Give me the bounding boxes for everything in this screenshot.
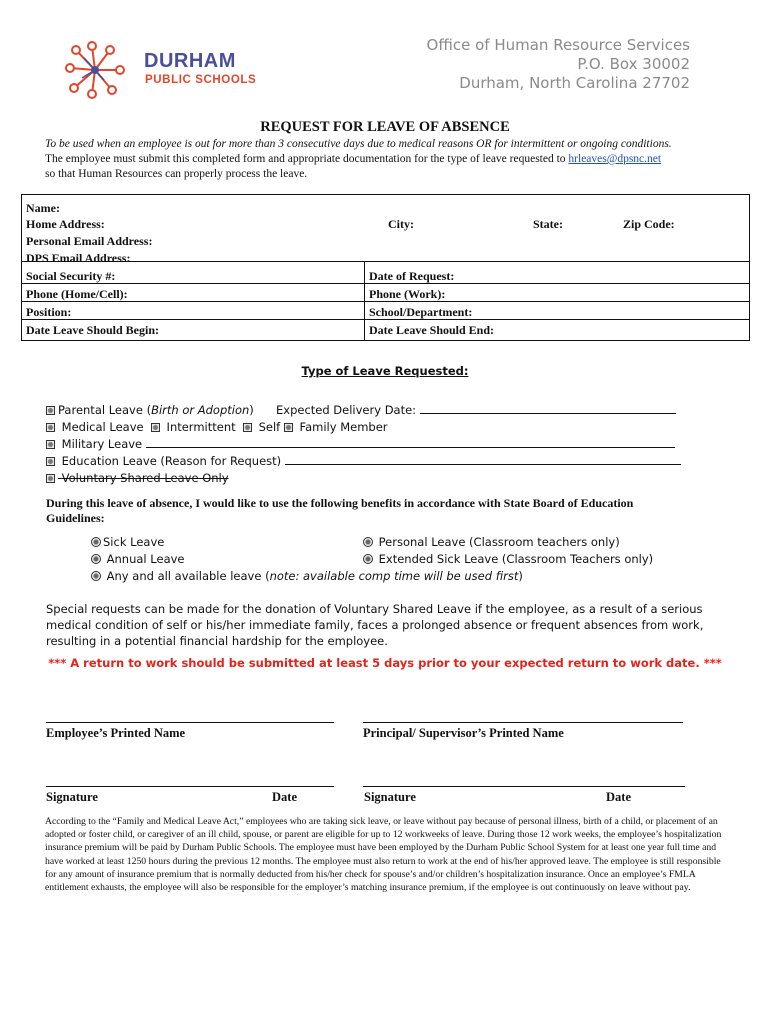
checkbox-icon[interactable] bbox=[284, 423, 293, 432]
checkbox-icon[interactable] bbox=[46, 423, 55, 432]
phone-home-field[interactable]: Phone (Home/Cell): bbox=[26, 287, 128, 301]
radio-icon[interactable] bbox=[363, 554, 373, 564]
intro-text bbox=[45, 137, 745, 182]
special-requests-text: Special requests can be made for the donation of Voluntary Shared Leave if the employee, as a result of a serious medical condition of self or his/her immediate family, faces a prolonged absence or frequent absences from work, resulting in a potential financial hardship for the employee. bbox=[46, 602, 704, 648]
employee-name-line[interactable] bbox=[46, 722, 334, 723]
date-begin-field[interactable]: Date Leave Should Begin: bbox=[26, 323, 160, 337]
intro-line-2: The employee must submit this completed form and appropriate documentation for the type of leave requested to bbox=[45, 153, 566, 165]
hr-email-link[interactable]: hrleaves@dpsnc.net bbox=[568, 153, 662, 165]
family-member-option[interactable]: Family Member bbox=[299, 420, 388, 434]
personal-leave-option[interactable]: Personal Leave (Classroom teachers only) bbox=[363, 535, 620, 549]
employee-date-label: Date bbox=[272, 790, 297, 804]
principal-name-line[interactable] bbox=[363, 722, 683, 723]
parental-leave-option[interactable]: Parental Leave (Birth or Adoption) bbox=[46, 403, 254, 417]
education-leave-option[interactable]: Education Leave (Reason for Request) bbox=[46, 454, 681, 468]
checkbox-icon[interactable] bbox=[46, 406, 55, 415]
city-field[interactable]: City: bbox=[388, 217, 414, 231]
radio-icon[interactable] bbox=[91, 537, 101, 547]
intro-italic-line: To be used when an employee is out for more than 3 consecutive days due to medical reasons OR for intermittent or ongoing conditions. bbox=[45, 138, 672, 150]
name-field[interactable]: Name: bbox=[26, 201, 60, 215]
ssn-field[interactable]: Social Security #: bbox=[26, 269, 116, 283]
military-leave-option[interactable]: Military Leave bbox=[46, 437, 675, 451]
district-logo bbox=[62, 40, 262, 100]
logo-mark-icon bbox=[62, 40, 128, 100]
self-option[interactable]: Self bbox=[258, 420, 281, 434]
page-title: REQUEST FOR LEAVE OF ABSENCE bbox=[260, 119, 510, 135]
fmla-notice: According to the “Family and Medical Leave Act,” employees who are taking sick leave, or leave without pay because of personal illness, birth of a child, or placement of an adopted or foster child, or caregiver of an ill child, spouse, or parent are eligible for up to 12 workweeks of leave. During those 12 work weeks, the employee’s hospitalization insurance premium will be paid by Durham Public Schools. The employee must have been employed by the Durham Public School System for at least one year full time and have worked at least 1250 hours during the previous 12 months. The employee must also return to work at the end of his/her approved leave. The employee is still responsible for any amount of insurance premium that is normally deducted from his/her check for spouse’s and/or children’s hospitalization insurance. Once an employee’s FMLA entitlement exhausts, the employee will also be responsible for the employer’s matching insurance premium, if the employee is out continuously on leave without pay. bbox=[45, 816, 722, 894]
sick-leave-option[interactable]: Sick Leave bbox=[91, 535, 164, 549]
principal-signature-line[interactable] bbox=[363, 786, 685, 787]
voluntary-shared-leave-option[interactable]: Voluntary Shared Leave Only bbox=[46, 471, 229, 485]
any-all-leave-option[interactable]: Any and all available leave (note: available comp time will be used first) bbox=[91, 569, 523, 583]
position-field[interactable]: Position: bbox=[26, 305, 72, 319]
expected-delivery-field[interactable]: Expected Delivery Date: bbox=[276, 403, 676, 417]
office-name: Office of Human Resource Services bbox=[426, 36, 690, 54]
education-reason-line[interactable] bbox=[285, 454, 681, 465]
zip-code-field[interactable]: Zip Code: bbox=[623, 217, 675, 231]
school-department-field[interactable]: School/Department: bbox=[369, 305, 473, 319]
principal-printed-name-label: Principal/ Supervisor’s Printed Name bbox=[363, 726, 564, 740]
checkbox-icon[interactable] bbox=[46, 474, 55, 483]
logo-text-public-schools: PUBLIC SCHOOLS bbox=[145, 74, 257, 86]
radio-icon[interactable] bbox=[91, 571, 101, 581]
checkbox-icon[interactable] bbox=[46, 457, 55, 466]
state-field[interactable]: State: bbox=[533, 217, 563, 231]
radio-icon[interactable] bbox=[91, 554, 101, 564]
checkbox-icon[interactable] bbox=[151, 423, 160, 432]
intermittent-option[interactable]: Intermittent bbox=[166, 420, 236, 434]
employee-signature-label: Signature bbox=[46, 790, 98, 804]
radio-icon[interactable] bbox=[363, 537, 373, 547]
date-of-request-field[interactable]: Date of Request: bbox=[369, 269, 455, 283]
employee-info-table bbox=[21, 194, 750, 341]
principal-date-label: Date bbox=[606, 790, 631, 804]
return-to-work-notice: *** A return to work should be submitted at least 5 days prior to your expected return to work date. *** bbox=[48, 656, 722, 670]
benefits-heading: During this leave of absence, I would like to use the following benefits in accordance with State Board of Education Guidelines: bbox=[46, 496, 634, 525]
leave-type-heading: Type of Leave Requested: bbox=[301, 364, 469, 378]
principal-signature-label: Signature bbox=[364, 790, 416, 804]
employee-printed-name-label: Employee’s Printed Name bbox=[46, 726, 186, 740]
intro-line-3: so that Human Resources can properly process the leave. bbox=[45, 168, 308, 180]
phone-work-field[interactable]: Phone (Work): bbox=[369, 287, 446, 301]
extended-sick-leave-option[interactable]: Extended Sick Leave (Classroom Teachers only) bbox=[363, 552, 653, 566]
date-end-field[interactable]: Date Leave Should End: bbox=[369, 323, 495, 337]
military-leave-line[interactable] bbox=[146, 437, 675, 448]
logo-text-durham: DURHAM bbox=[144, 50, 236, 72]
office-address bbox=[370, 36, 690, 93]
medical-leave-option[interactable]: Medical Leave Intermittent Self Family Member bbox=[46, 420, 388, 434]
expected-delivery-line[interactable] bbox=[420, 403, 676, 414]
checkbox-icon[interactable] bbox=[243, 423, 252, 432]
dps-email-field[interactable]: DPS Email Address: bbox=[26, 251, 131, 265]
office-city: Durham, North Carolina 27702 bbox=[459, 74, 690, 92]
employee-signature-line[interactable] bbox=[46, 786, 334, 787]
home-address-field[interactable]: Home Address: bbox=[26, 217, 105, 231]
annual-leave-option[interactable]: Annual Leave bbox=[91, 552, 185, 566]
checkbox-icon[interactable] bbox=[46, 440, 55, 449]
office-po-box: P.O. Box 30002 bbox=[577, 55, 690, 73]
personal-email-field[interactable]: Personal Email Address: bbox=[26, 234, 153, 248]
